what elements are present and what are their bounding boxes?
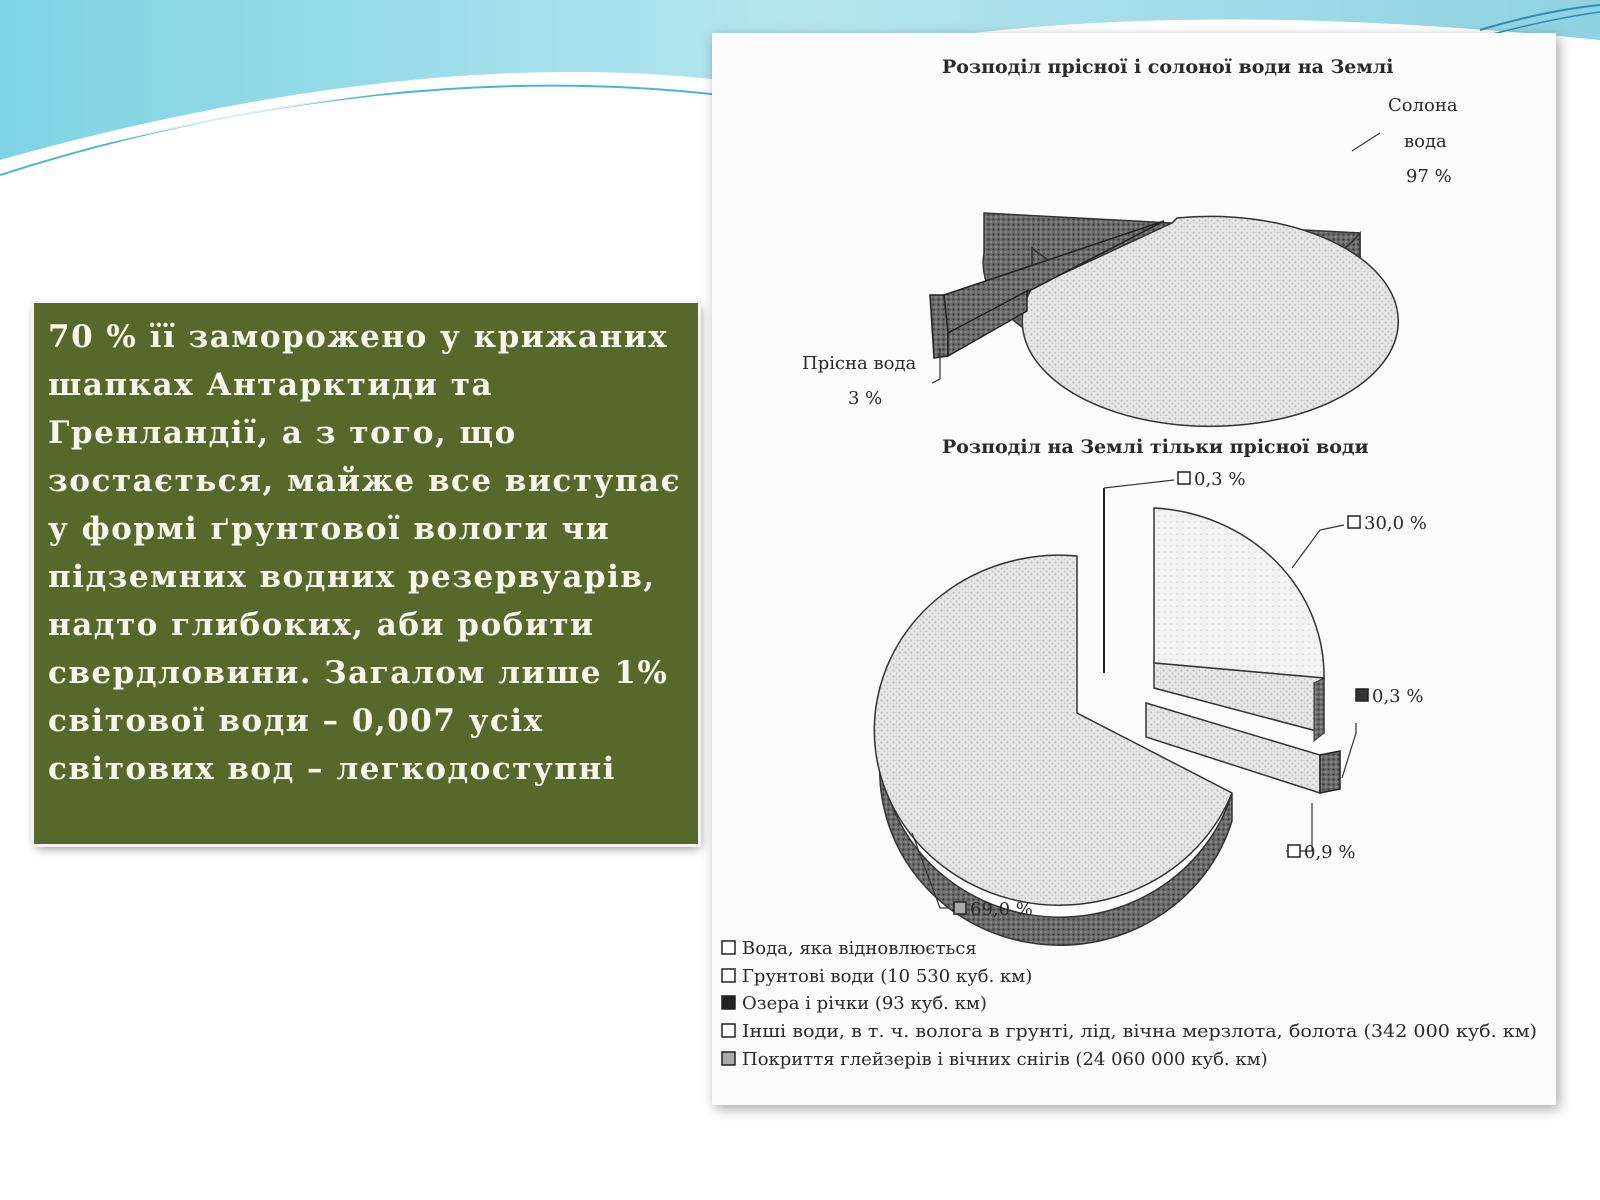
chart2-leader-renewable bbox=[1104, 480, 1174, 488]
chart2-legend bbox=[722, 938, 1537, 1070]
chart1-label-salt-line3: 97 % bbox=[1406, 166, 1452, 187]
chart2-label-renewable-swatch bbox=[1178, 472, 1190, 484]
legend-swatch-groundwater bbox=[722, 969, 735, 982]
legend-item-renewable: Вода, яка відновлюється bbox=[742, 938, 977, 959]
chart1-pie bbox=[930, 213, 1398, 426]
chart2-label-groundwater: 30,0 % bbox=[1364, 513, 1427, 534]
chart2-leader-lakes bbox=[1342, 723, 1356, 778]
chart2-slice-groundwater bbox=[1154, 508, 1324, 678]
chart2-label-glaciers: 69,0 % bbox=[970, 899, 1033, 920]
text-box bbox=[34, 303, 698, 844]
chart2-label-lakes: 0,3 % bbox=[1372, 686, 1424, 707]
legend-item-groundwater: Грунтові води (10 530 куб. км) bbox=[742, 966, 1033, 987]
legend-swatch-lakes-rivers bbox=[722, 996, 735, 1009]
chart2-pie bbox=[874, 488, 1340, 945]
chart2-label-lakes-swatch bbox=[1356, 689, 1368, 701]
chart2-label-other: 0,9 % bbox=[1304, 842, 1356, 863]
chart1-label-salt-line1: Солона bbox=[1388, 95, 1458, 116]
legend-item-lakes-rivers: Озера і річки (93 куб. км) bbox=[742, 993, 987, 1014]
chart1-label-fresh-line1: Прісна вода bbox=[802, 353, 917, 374]
chart2-leader-groundwater bbox=[1292, 525, 1344, 568]
chart2-label-glaciers-swatch bbox=[954, 902, 966, 914]
legend-swatch-renewable bbox=[722, 941, 735, 954]
chart1-slice-fresh-water-side bbox=[930, 295, 948, 358]
legend-swatch-glaciers bbox=[722, 1052, 735, 1065]
chart2-label-other-swatch bbox=[1288, 845, 1300, 857]
chart2-slice-lakes-rivers bbox=[1320, 751, 1340, 793]
charts-svg bbox=[712, 33, 1556, 1105]
chart2-slice-groundwater-side2 bbox=[1314, 678, 1324, 741]
chart1-leader-salt bbox=[1352, 133, 1380, 151]
legend-item-other-waters: Інші води, в т. ч. волога в грунті, лід, вічна мерзлота, болота (342 000 куб. км) bbox=[742, 1021, 1537, 1042]
legend-item-glaciers: Покриття глейзерів і вічних снігів (24 060 000 куб. км) bbox=[742, 1049, 1268, 1070]
chart2-title: Розподіл на Землі тільки прісної води bbox=[942, 436, 1369, 458]
chart1-title: Розподіл прісної і солоної води на Землі bbox=[942, 56, 1394, 78]
chart2-label-groundwater-swatch bbox=[1348, 516, 1360, 528]
chart-figure bbox=[712, 33, 1556, 1105]
chart1-label-fresh-line2: 3 % bbox=[848, 388, 883, 409]
chart1-label-salt-line2: вода bbox=[1404, 131, 1447, 152]
chart2-label-renewable: 0,3 % bbox=[1194, 469, 1246, 490]
legend-swatch-other-waters bbox=[722, 1024, 735, 1037]
body-text: 70 % її заморожено у крижаних шапках Антарктиди та Гренландії, а з того, що зостається, майже все виступає у формі ґрунтової вологи чи підземних водних резервуарів, надто глибоких, аби робити свердловини. Загалом лише 1% світової води – 0,007 усіх світових вод – легкодоступні bbox=[48, 319, 681, 787]
